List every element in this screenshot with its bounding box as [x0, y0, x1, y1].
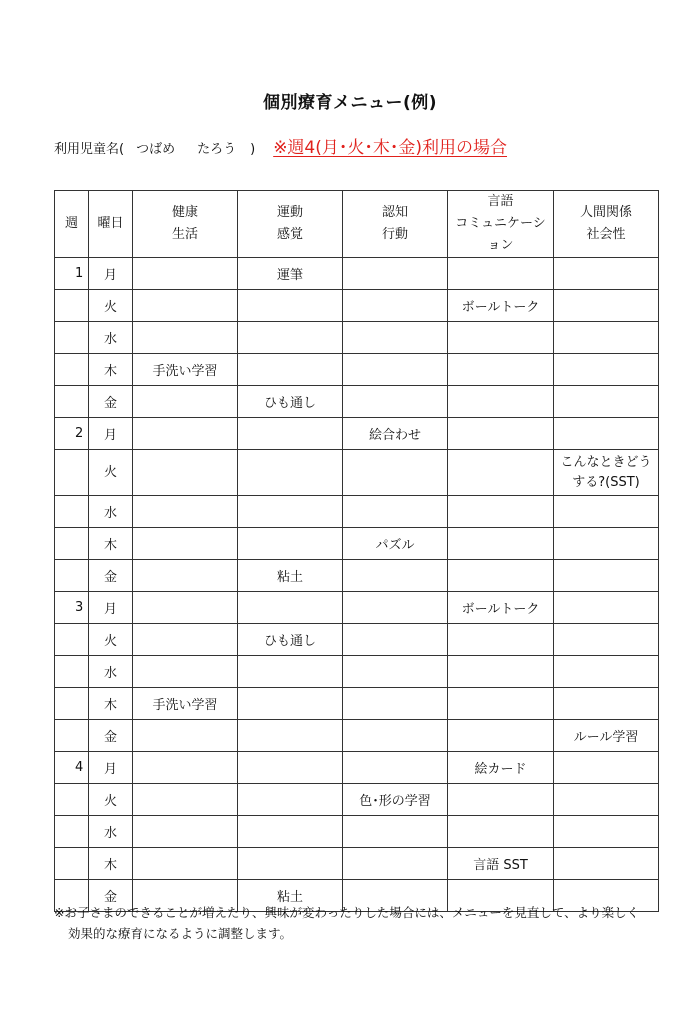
- language-cell: ボールトーク: [448, 592, 554, 624]
- health-cell: [133, 528, 238, 560]
- motor-cell: [238, 528, 343, 560]
- health-cell: 手洗い学習: [133, 688, 238, 720]
- health-cell: [133, 386, 238, 418]
- week-cell: [55, 560, 89, 592]
- cognition-cell: [343, 322, 448, 354]
- cognition-cell: [343, 848, 448, 880]
- cognition-cell: [343, 592, 448, 624]
- health-cell: [133, 258, 238, 290]
- cognition-cell: [343, 688, 448, 720]
- header-week: 週: [55, 191, 89, 258]
- motor-cell: [238, 418, 343, 450]
- cognition-cell: [343, 258, 448, 290]
- health-cell: [133, 418, 238, 450]
- child-last-name: たろう: [197, 142, 237, 157]
- social-cell: ルール学習: [554, 720, 659, 752]
- week-cell: [55, 624, 89, 656]
- social-cell: [554, 784, 659, 816]
- health-cell: [133, 592, 238, 624]
- health-cell: 手洗い学習: [133, 354, 238, 386]
- table-row: [55, 290, 659, 322]
- health-cell: [133, 752, 238, 784]
- social-cell: [554, 752, 659, 784]
- language-cell: [448, 560, 554, 592]
- cognition-cell: [343, 560, 448, 592]
- cognition-cell: [343, 720, 448, 752]
- cognition-cell: [343, 624, 448, 656]
- language-cell: ボールトーク: [448, 290, 554, 322]
- week-cell: 2: [55, 418, 89, 450]
- language-cell: [448, 418, 554, 450]
- child-name-label: 利用児童名(: [54, 142, 125, 157]
- day-cell: 月: [89, 258, 133, 290]
- day-cell: 水: [89, 816, 133, 848]
- header-health: 健康 生活: [133, 191, 238, 258]
- day-cell: 水: [89, 496, 133, 528]
- social-cell: [554, 816, 659, 848]
- day-cell: 木: [89, 354, 133, 386]
- week-cell: [55, 784, 89, 816]
- week-cell: 3: [55, 592, 89, 624]
- health-cell: [133, 322, 238, 354]
- table-row: [55, 656, 659, 688]
- social-cell: [554, 656, 659, 688]
- day-cell: 月: [89, 752, 133, 784]
- language-cell: 絵カード: [448, 752, 554, 784]
- cognition-cell: [343, 752, 448, 784]
- language-cell: [448, 624, 554, 656]
- table-row: [55, 496, 659, 528]
- motor-cell: [238, 720, 343, 752]
- table-row: [55, 720, 659, 752]
- footnote: [54, 902, 664, 944]
- social-cell: [554, 290, 659, 322]
- motor-cell: [238, 496, 343, 528]
- cognition-cell: [343, 386, 448, 418]
- table-row: [55, 258, 659, 290]
- table-row: [55, 322, 659, 354]
- social-cell: [554, 418, 659, 450]
- social-cell: [554, 528, 659, 560]
- day-cell: 金: [89, 560, 133, 592]
- day-cell: 木: [89, 848, 133, 880]
- social-cell: [554, 624, 659, 656]
- cognition-cell: パズル: [343, 528, 448, 560]
- social-cell: [554, 322, 659, 354]
- motor-cell: [238, 290, 343, 322]
- week-cell: [55, 528, 89, 560]
- social-cell: [554, 592, 659, 624]
- motor-cell: [238, 848, 343, 880]
- cognition-cell: [343, 496, 448, 528]
- day-cell: 金: [89, 720, 133, 752]
- table-row: [55, 848, 659, 880]
- week-cell: [55, 816, 89, 848]
- social-cell: [554, 258, 659, 290]
- table-row: [55, 528, 659, 560]
- motor-cell: [238, 816, 343, 848]
- cognition-cell: [343, 450, 448, 496]
- week-cell: [55, 322, 89, 354]
- week-cell: [55, 354, 89, 386]
- week-cell: 1: [55, 258, 89, 290]
- social-cell: [554, 688, 659, 720]
- language-cell: [448, 258, 554, 290]
- table-row: [55, 688, 659, 720]
- language-cell: [448, 528, 554, 560]
- header-cognition: 認知 行動: [343, 191, 448, 258]
- motor-cell: [238, 656, 343, 688]
- table-row: [55, 354, 659, 386]
- week-cell: 4: [55, 752, 89, 784]
- cognition-cell: [343, 656, 448, 688]
- health-cell: [133, 848, 238, 880]
- footnote-line-2: 効果的な療育になるように調整します。: [68, 926, 293, 941]
- motor-cell: [238, 784, 343, 816]
- language-cell: [448, 656, 554, 688]
- header-motor: 運動 感覚: [238, 191, 343, 258]
- language-cell: 言語 SST: [448, 848, 554, 880]
- language-cell: [448, 816, 554, 848]
- motor-cell: ひも通し: [238, 624, 343, 656]
- social-cell: こんなときどう する?(SST): [554, 450, 659, 496]
- health-cell: [133, 496, 238, 528]
- week-cell: [55, 656, 89, 688]
- therapy-menu-table: [54, 190, 659, 912]
- day-cell: 水: [89, 322, 133, 354]
- day-cell: 火: [89, 450, 133, 496]
- usage-note: ※週4(月･火･木･金)利用の場合: [273, 138, 508, 158]
- week-cell: [55, 496, 89, 528]
- language-cell: [448, 386, 554, 418]
- health-cell: [133, 720, 238, 752]
- cognition-cell: [343, 816, 448, 848]
- table-row: [55, 592, 659, 624]
- cognition-cell: 絵合わせ: [343, 418, 448, 450]
- day-cell: 木: [89, 528, 133, 560]
- table-row: [55, 450, 659, 496]
- social-cell: [554, 386, 659, 418]
- header-language: 言語 コミュニケーシ ョン: [448, 191, 554, 258]
- week-cell: [55, 848, 89, 880]
- language-cell: [448, 354, 554, 386]
- motor-cell: 運筆: [238, 258, 343, 290]
- day-cell: 金: [89, 386, 133, 418]
- header-row: [55, 191, 659, 258]
- week-cell: [55, 688, 89, 720]
- table-row: [55, 752, 659, 784]
- motor-cell: [238, 592, 343, 624]
- table-row: [55, 624, 659, 656]
- health-cell: [133, 624, 238, 656]
- day-cell: 月: [89, 592, 133, 624]
- social-cell: [554, 354, 659, 386]
- motor-cell: [238, 450, 343, 496]
- cognition-cell: 色･形の学習: [343, 784, 448, 816]
- health-cell: [133, 560, 238, 592]
- day-cell: 火: [89, 624, 133, 656]
- motor-cell: 粘土: [238, 880, 343, 912]
- footnote-line-1: ※お子さまのできることが増えたり、興味が変わったりした場合には、メニューを見直して、より楽しく: [54, 905, 640, 920]
- language-cell: [448, 450, 554, 496]
- health-cell: [133, 450, 238, 496]
- header-day: 曜日: [89, 191, 133, 258]
- child-first-name: つばめ: [136, 142, 176, 157]
- health-cell: [133, 784, 238, 816]
- cognition-cell: [343, 290, 448, 322]
- day-cell: 木: [89, 688, 133, 720]
- cognition-cell: [343, 354, 448, 386]
- day-cell: 金: [89, 880, 133, 912]
- motor-cell: ひも通し: [238, 386, 343, 418]
- day-cell: 火: [89, 784, 133, 816]
- health-cell: [133, 656, 238, 688]
- table-row: [55, 784, 659, 816]
- motor-cell: [238, 688, 343, 720]
- child-name-line: [54, 133, 507, 158]
- day-cell: 火: [89, 290, 133, 322]
- page-title: 個別療育メニュー(例): [262, 93, 438, 113]
- social-cell: [554, 848, 659, 880]
- language-cell: [448, 720, 554, 752]
- motor-cell: 粘土: [238, 560, 343, 592]
- language-cell: [448, 784, 554, 816]
- table-row: [55, 418, 659, 450]
- language-cell: [448, 496, 554, 528]
- week-cell: [55, 290, 89, 322]
- social-cell: [554, 496, 659, 528]
- week-cell: [55, 720, 89, 752]
- day-cell: 月: [89, 418, 133, 450]
- health-cell: [133, 290, 238, 322]
- table-row: [55, 386, 659, 418]
- motor-cell: [238, 354, 343, 386]
- language-cell: [448, 688, 554, 720]
- motor-cell: [238, 322, 343, 354]
- week-cell: [55, 386, 89, 418]
- social-cell: [554, 560, 659, 592]
- health-cell: [133, 816, 238, 848]
- week-cell: [55, 450, 89, 496]
- table-row: [55, 816, 659, 848]
- header-social: 人間関係 社会性: [554, 191, 659, 258]
- table-row: [55, 560, 659, 592]
- motor-cell: [238, 752, 343, 784]
- day-cell: 水: [89, 656, 133, 688]
- child-name-close-paren: ): [250, 142, 256, 157]
- language-cell: [448, 322, 554, 354]
